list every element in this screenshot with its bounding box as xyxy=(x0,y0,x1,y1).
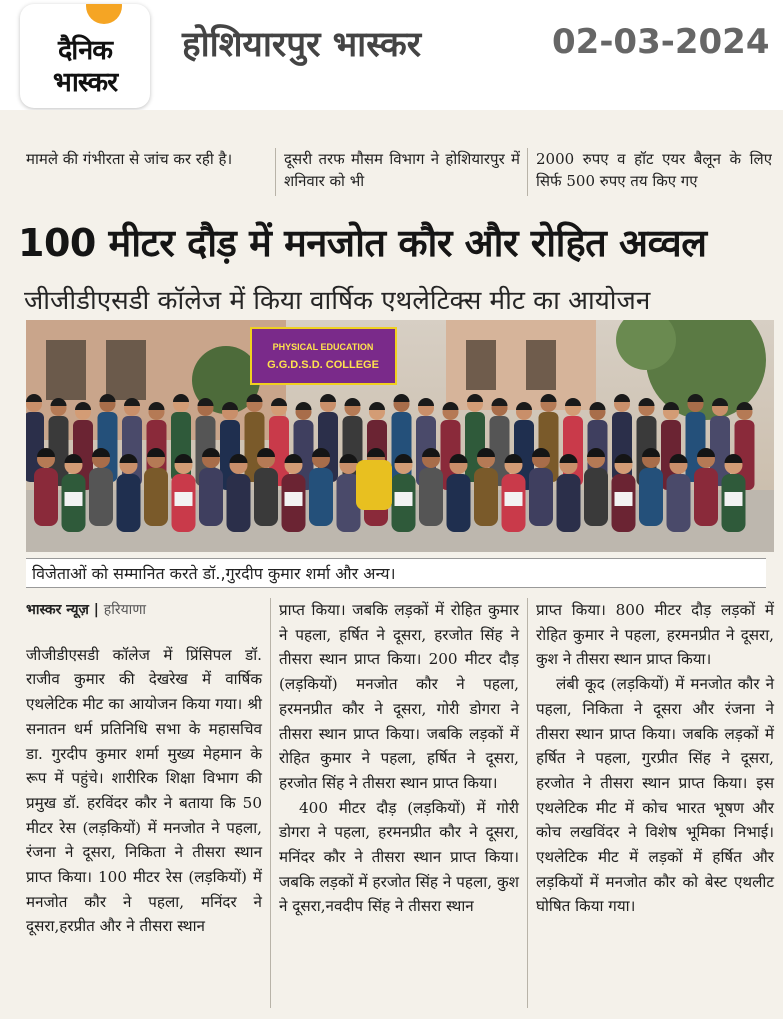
column-divider xyxy=(527,148,528,196)
logo-text-line2: भास्कर xyxy=(52,67,118,98)
person-figure xyxy=(89,448,113,526)
article-subheadline: जीजीडीएसडी कॉलेज में किया वार्षिक एथलेटिक्स मीट का आयोजन xyxy=(24,286,651,316)
person-figure xyxy=(419,448,443,526)
person-figure xyxy=(447,454,471,532)
person-figure xyxy=(172,454,196,532)
edition-date: 02-03-2024 xyxy=(552,22,770,62)
article-column-1 xyxy=(26,598,262,939)
person-figure xyxy=(309,448,333,526)
person-figure xyxy=(62,454,86,532)
banner-text-line1: PHYSICAL EDUCATION xyxy=(272,342,374,352)
previous-story-col2: दूसरी तरफ मौसम विभाग ने होशियारपुर में शनिवार को भी xyxy=(284,150,520,190)
person-figure xyxy=(584,448,608,526)
person-figure xyxy=(557,454,581,532)
person-figure xyxy=(227,454,251,532)
person-figure xyxy=(639,448,663,526)
sun-icon xyxy=(86,4,122,24)
column-divider xyxy=(527,598,528,1008)
article-col3-para1: प्राप्त किया। 800 मीटर दौड़ लड़कों में रोहित कुमार ने पहला, हरमनप्रीत ने दूसरा, कुश ने तीसरा स्थान प्राप्त किया। xyxy=(536,601,774,669)
person-figure xyxy=(392,454,416,532)
article-col2-para2: 400 मीटर दौड़ (लड़कियों) में गोरी डोगरा ने पहला, हरमनप्रीत कौर ने दूसरा, मनिंदर कौर ने तीसरा स्थान प्राप्त किया। जबकि लड़कों में हरजोत सिंह ने पहला, कुश ने दूसरा,नवदीप सिंह ने तीसरा स्थान xyxy=(279,798,519,916)
person-figure xyxy=(282,454,306,532)
byline: भास्कर न्यूज़ | हरियाणा xyxy=(26,602,147,618)
person-figure xyxy=(612,454,636,532)
person-figure xyxy=(529,448,553,526)
page-gap xyxy=(0,110,783,144)
person-figure xyxy=(117,454,141,532)
yellow-jacket-figure xyxy=(356,460,392,510)
person-figure xyxy=(722,454,746,532)
column-divider xyxy=(275,148,276,196)
group-photo-illustration xyxy=(26,320,774,552)
article-column-3 xyxy=(536,598,774,919)
logo-text-line1: दैनिक xyxy=(57,35,113,66)
person-figure xyxy=(34,448,58,526)
edition-title: होशियारपुर भास्कर xyxy=(182,25,422,65)
group-photo[interactable] xyxy=(26,320,774,552)
article-headline: 100 मीटर दौड़ में मनजोत कौर और रोहित अव्वल xyxy=(18,221,707,265)
person-figure xyxy=(254,448,278,526)
byline-location: हरियाणा xyxy=(103,602,147,618)
previous-story-col1: मामले की गंभीरता से जांच कर रही है। xyxy=(26,150,233,168)
byline-source: भास्कर न्यूज़ xyxy=(26,602,89,618)
article-column-2 xyxy=(279,598,519,919)
article-col1-text: जीजीडीएसडी कॉलेज में प्रिंसिपल डॉ. राजीव कुमार की देखरेख में वार्षिक एथलेटिक मीट का आयोजन किया गया। श्री सनातन धर्म प्रतिनिधि सभा के महासचिव डा. गुरदीप कुमार शर्मा मुख्य मेहमान के रूप में पहुंचे। शारीरिक शिक्षा विभाग की प्रमुख डॉ. हरविंदर कौर ने बताया कि 50 मीटर रेस (लड़कियों) में मनजोत ने पहला, रंजना ने दूसरा, निकिता ने तीसरा स्थान प्राप्त किया। 100 मीटर रेस (लड़कियों) में मनजोत कौर ने पहला, मनिंदर ने दूसरा,हरप्रीत और ने तीसरा स्थान xyxy=(26,645,262,936)
person-figure xyxy=(474,448,498,526)
article-col2-para1: प्राप्त किया। जबकि लड़कों में रोहित कुमार ने पहला, हर्षित ने दूसरा, हरजोत सिंह ने तीसरा स्थान प्राप्त किया। 200 मीटर दौड़ (लड़कियों) मनजोत कौर ने पहला, हरमनप्रीत कौर ने दूसरा, गोरी डोगरा ने तीसरा स्थान प्राप्त किया। जबकि लड़कों में रोहित कुमार ने पहला, हर्षित ने दूसरा, हरजोत सिंह ने तीसरा स्थान प्राप्त किया। xyxy=(279,601,519,792)
banner-text-line2: G.G.D.S.D. COLLEGE xyxy=(267,359,379,371)
person-figure xyxy=(694,448,718,526)
person-figure xyxy=(144,448,168,526)
photo-caption-bar xyxy=(26,558,766,588)
person-figure xyxy=(667,454,691,532)
person-figure xyxy=(199,448,223,526)
app-header xyxy=(0,0,783,110)
article-col3-para2: लंबी कूद (लड़कियों) में मनजोत कौर ने पहला, निकिता ने दूसरा और रंजना ने तीसरा स्थान प्राप्त किया। जबकि लड़कों में हर्षित ने पहला, गुरप्रीत सिंह ने दूसरा, हरजोत ने तीसरा स्थान प्राप्त किया। इस एथलेटिक मीट में कोच भारत भूषण और कोच लखविंदर ने विशेष भूमिका निभाई।एथलेटिक मीट में लड़कों में हर्षित और लड़कियों में मनजोत कौर को बेस्ट एथलीट घोषित किया गया। xyxy=(536,675,774,916)
column-divider xyxy=(270,598,271,1008)
previous-story-col3: 2000 रुपए व हॉट एयर बैलून के लिए सिर्फ 500 रुपए तय किए गए xyxy=(536,150,772,190)
photo-caption: विजेताओं को सम्मानित करते डॉ.,गुरदीप कुमार शर्मा और अन्य। xyxy=(32,564,396,583)
person-figure xyxy=(502,454,526,532)
dainik-bhaskar-logo[interactable] xyxy=(20,4,150,108)
